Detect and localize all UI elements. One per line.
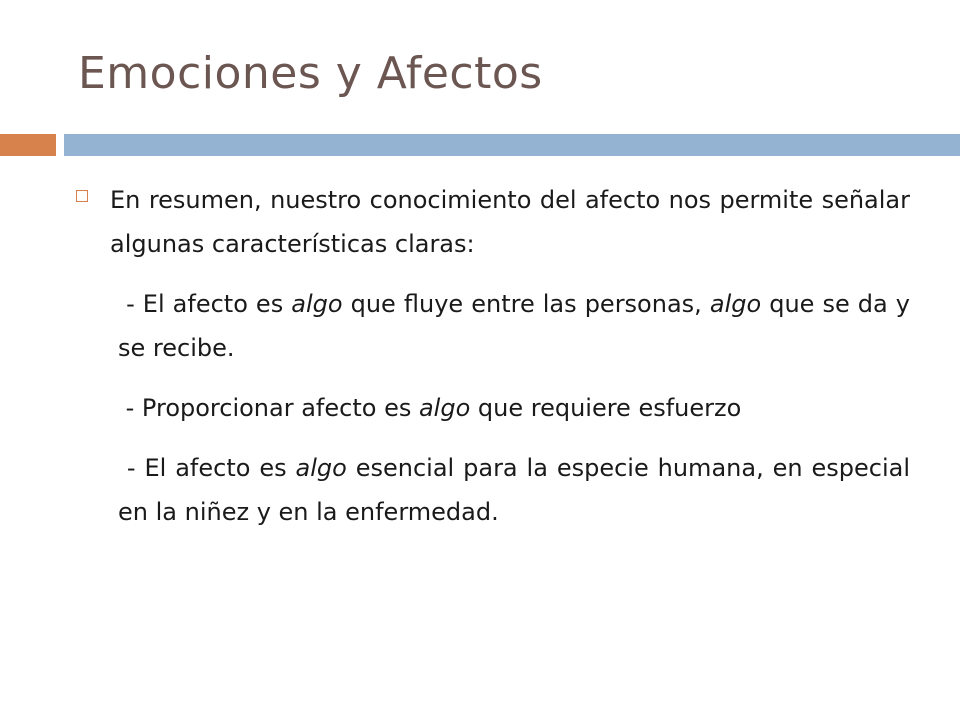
point-3	[110, 446, 910, 534]
point-1-lead: - El afecto es	[126, 290, 292, 318]
point-3-tail: esencial para la especie humana, en especial en la niñez y en la enfermedad.	[118, 454, 910, 526]
point-2	[110, 386, 910, 430]
point-2-lead: - Proporcionar afecto es	[125, 394, 419, 422]
point-2-tail: que requiere esfuerzo	[470, 394, 742, 422]
point-2-emphasis: algo	[418, 394, 471, 422]
point-1-tail: que se da y se recibe.	[118, 290, 910, 362]
square-bullet-icon	[76, 190, 88, 202]
point-1-emphasis-2: algo	[709, 290, 762, 318]
point-1-middle: que fluye entre las personas,	[342, 290, 710, 318]
accent-bar-orange	[0, 134, 56, 156]
point-3-lead: - El afecto es	[126, 454, 296, 482]
point-1	[110, 282, 910, 370]
accent-bar-blue	[64, 134, 960, 156]
point-3-emphasis: algo	[295, 454, 347, 482]
slide-body	[110, 178, 910, 550]
point-1-emphasis-1: algo	[291, 290, 343, 318]
slide-title: Emociones y Afectos	[78, 48, 543, 99]
intro-paragraph: En resumen, nuestro conocimiento del afecto nos permite señalar algunas características claras:	[110, 186, 910, 258]
